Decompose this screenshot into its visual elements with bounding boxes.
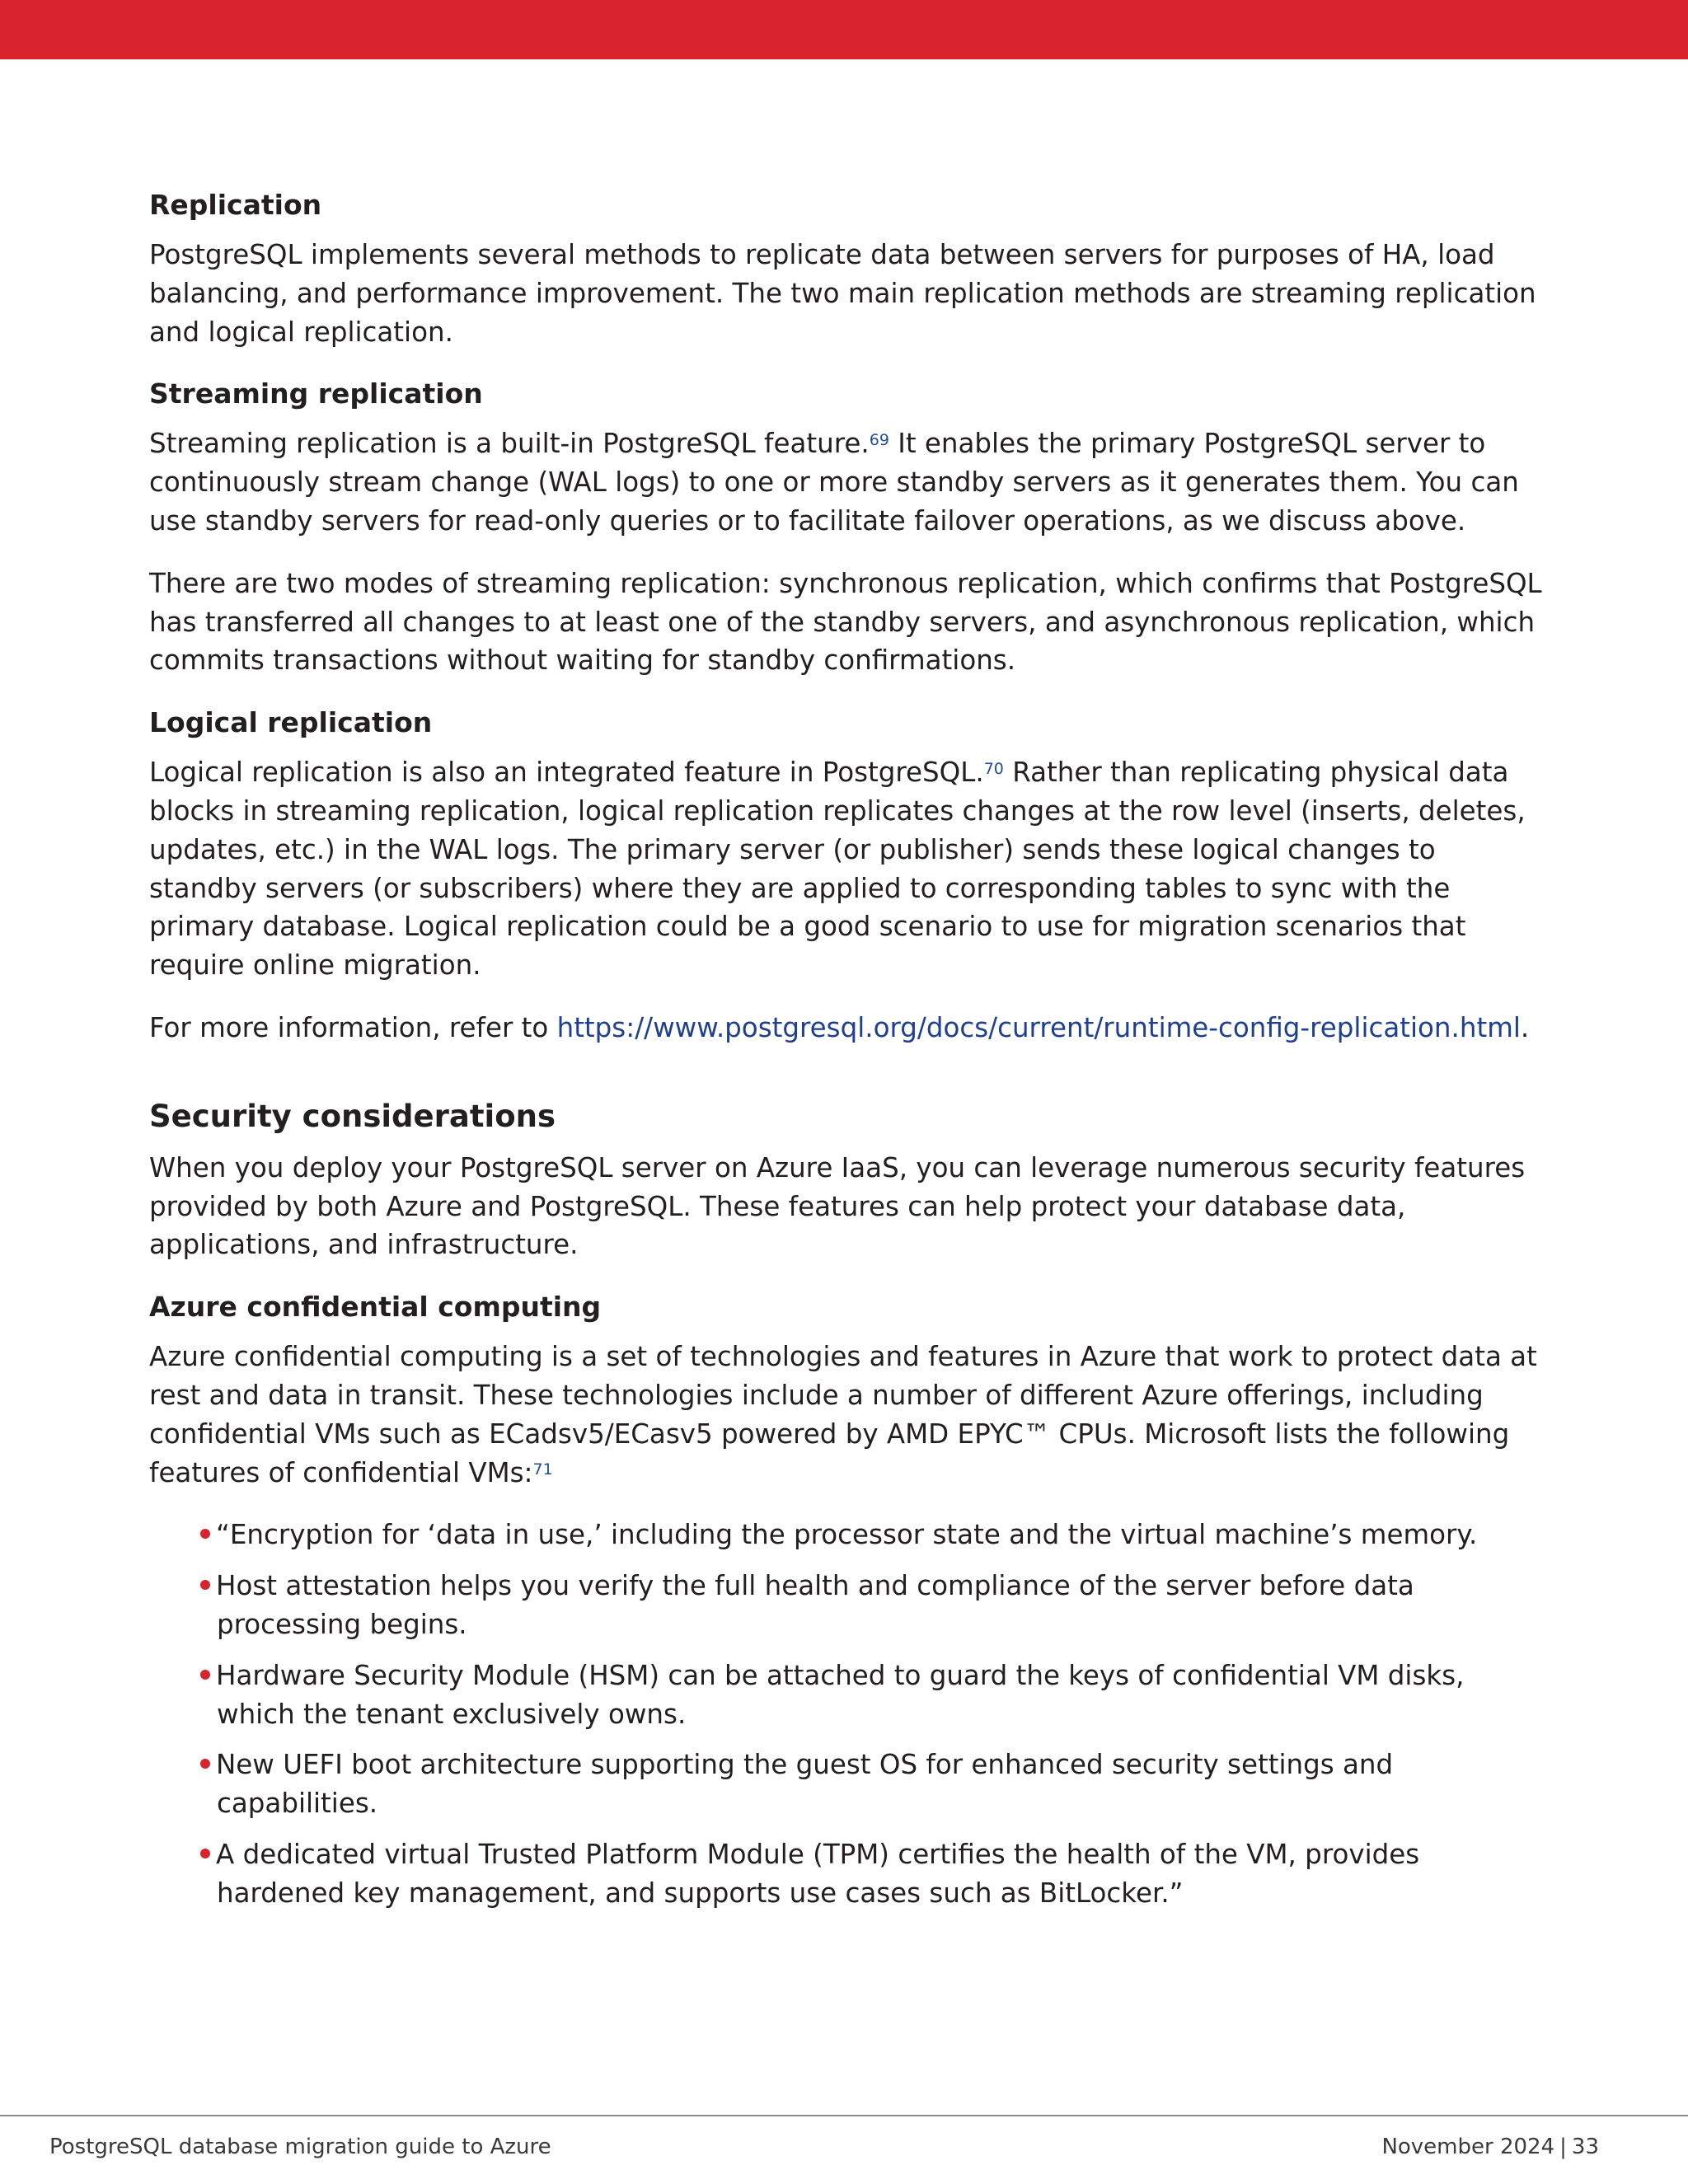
confidential-p1-text: Azure confidential computing is a set of technologies and features in Azure that work to protect data at rest and data in transit. These technologies include a number of different Azure offerings, including confidential VMs such as ECadsv5/ECasv5 powered by AMD EPYC™ CPUs. Microsoft lists the following features of confidential VMs: (149, 1341, 1537, 1488)
azure-confidential-computing-heading: Azure confidential computing (149, 1291, 602, 1324)
list-item-text: New UEFI boot architecture supporting the guest OS for enhanced security settings and capabilities. (216, 1749, 1394, 1820)
logical-replication-paragraph-1 (149, 753, 1550, 985)
bullet-dot-icon (200, 1529, 210, 1539)
list-item-text: A dedicated virtual Trusted Platform Module (TPM) certifies the health of the VM, provides hardened key management, and supports use cases such as BitLocker.” (216, 1838, 1420, 1909)
replication-intro: PostgreSQL implements several methods to replicate data between servers for purposes of HA, load balancing, and performance improvement. The two main replication methods are streaming replication and logical replication. (149, 239, 1536, 348)
list-item (200, 1746, 1550, 1823)
list-item-text: Hardware Security Module (HSM) can be attached to guard the keys of confidential VM disks, which the tenant exclusively owns. (216, 1659, 1465, 1730)
footnote-ref-70[interactable]: 70 (983, 760, 1004, 779)
bullet-dot-icon (200, 1670, 210, 1680)
confidential-computing-paragraph (149, 1338, 1550, 1492)
logical-replication-heading: Logical replication (149, 706, 433, 739)
bullet-dot-icon (200, 1580, 210, 1590)
section-spacer (149, 1071, 1550, 1096)
footer-page-info (1381, 2135, 1599, 2159)
more-info-prefix: For more information, refer to (149, 1011, 557, 1043)
list-item (200, 1657, 1550, 1734)
postgresql-docs-link[interactable]: https://www.postgresql.org/docs/current/runtime-config-replication.html (556, 1011, 1521, 1043)
list-item-text: Host attestation helps you verify the full health and compliance of the server before data processing begins. (216, 1570, 1414, 1640)
bullet-dot-icon (200, 1759, 210, 1769)
security-intro: When you deploy your PostgreSQL server on Azure IaaS, you can leverage numerous security features provided by both Azure and PostgreSQL. These features can help protect your database data, applications, and infrastructure. (149, 1151, 1526, 1261)
list-item (200, 1516, 1550, 1554)
streaming-replication-paragraph-1 (149, 424, 1550, 540)
streaming-replication-heading: Streaming replication (149, 377, 483, 410)
streaming-p1-text-a: Streaming replication is a built-in PostgreSQL feature. (149, 428, 870, 460)
more-information-paragraph (149, 1009, 1550, 1047)
more-info-suffix: . (1520, 1011, 1530, 1043)
top-accent-bar (0, 0, 1688, 59)
logical-p1-text-b: Rather than replicating physical data blocks in streaming replication, logical replication replicates changes at the row level (inserts, deletes, updates, etc.) in the WAL logs. The primary server (or publisher) sends these logical changes to standby servers (or subscribers) where they are applied to corresponding tables to sync with the primary database. Logical replication could be a good scenario to use for migration scenarios that require online migration. (149, 757, 1526, 982)
logical-p1-text-a: Logical replication is also an integrated feature in PostgreSQL. (149, 757, 984, 789)
list-item-text: “Encryption for ‘data in use,’ including the processor state and the virtual machine’s memory. (216, 1519, 1478, 1551)
footer-separator: | (1559, 2135, 1567, 2159)
security-considerations-heading: Security considerations (149, 1098, 556, 1134)
list-item (200, 1567, 1550, 1644)
replication-heading: Replication (149, 189, 322, 221)
footer-page-number: 33 (1571, 2135, 1599, 2159)
bullet-dot-icon (200, 1849, 210, 1858)
footer-document-title: PostgreSQL database migration guide to Azure (49, 2135, 551, 2159)
list-item (200, 1835, 1550, 1913)
page-content (149, 186, 1550, 1925)
footer-divider (0, 2115, 1688, 2116)
streaming-p1-text-b: It enables the primary PostgreSQL server to continuously stream change (WAL logs) to one or more standby servers as it generates them. You can use standby servers for read-only queries or to facilitate failover operations, as we discuss above. (149, 428, 1519, 537)
footnote-ref-71[interactable]: 71 (532, 1460, 553, 1479)
footer-date: November 2024 (1381, 2135, 1555, 2159)
footnote-ref-69[interactable]: 69 (869, 431, 889, 450)
streaming-replication-paragraph-2: There are two modes of streaming replication: synchronous replication, which confirms that PostgreSQL has transferred all changes to at least one of the standby servers, and asynchronous replication, which commits transactions without waiting for standby confirmations. (149, 567, 1542, 677)
confidential-vm-features-list (149, 1516, 1550, 1912)
